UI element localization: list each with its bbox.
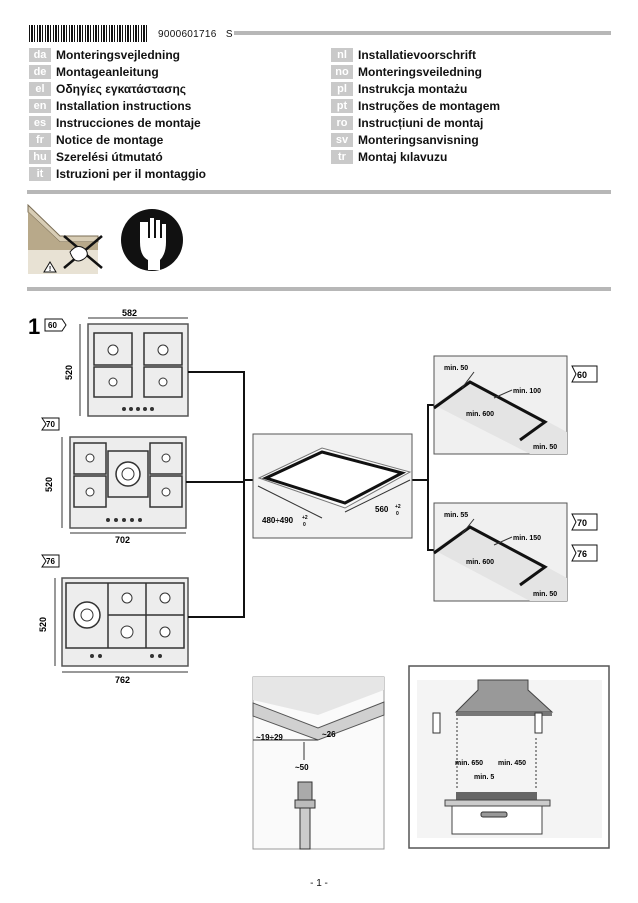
svg-text:70: 70 [577, 518, 588, 528]
size-tag-60 [45, 319, 66, 331]
gas-connection-detail [253, 677, 384, 849]
svg-text:min. 50: min. 50 [533, 591, 558, 598]
size-tag-60-right [572, 366, 597, 382]
dimension-width: 702 [115, 535, 131, 545]
size-tag-70-right [572, 514, 597, 530]
svg-text:60: 60 [48, 321, 57, 330]
language-title: Instrukcja montażu [358, 81, 468, 96]
language-title: Monteringsvejledning [56, 47, 181, 62]
language-title: Notice de montage [56, 132, 164, 147]
language-code: no [331, 65, 353, 79]
svg-text:+2: +2 [302, 515, 308, 521]
dimension-depth: 520 [44, 476, 54, 492]
cutout-width: 560 [375, 505, 389, 514]
language-title: Istruzioni per il montaggio [56, 166, 206, 181]
dimension-width: 762 [115, 675, 131, 685]
language-code: sv [331, 133, 353, 147]
svg-text:~26: ~26 [322, 730, 336, 739]
language-title: Installatievoorschrift [358, 47, 477, 62]
language-title: Instrucțiuni de montaj [358, 115, 484, 130]
hob-76cm [38, 578, 188, 685]
dimension-depth: 520 [38, 616, 48, 632]
svg-text:min. 50: min. 50 [444, 365, 469, 372]
language-title: Montageanleitung [56, 64, 159, 79]
svg-text:min. 450: min. 450 [498, 760, 527, 767]
size-tag-76-right [572, 545, 597, 561]
language-code: el [29, 82, 51, 96]
svg-text:!: ! [48, 266, 52, 273]
dimension-depth: 520 [64, 364, 74, 380]
language-code: ro [331, 116, 353, 130]
language-title: Monteringsanvisning [358, 132, 479, 147]
language-title: Szerelési útmutató [56, 149, 163, 164]
cutout-depth: 480÷490 [262, 516, 294, 525]
language-code: de [29, 65, 51, 79]
svg-text:min. 5: min. 5 [474, 774, 495, 781]
svg-text:~19÷29: ~19÷29 [256, 733, 283, 742]
language-code: pl [331, 82, 353, 96]
language-code: tr [331, 150, 353, 164]
svg-text:0: 0 [303, 522, 306, 528]
language-title: Installation instructions [56, 98, 192, 113]
hood-clearance-detail [409, 666, 609, 848]
language-code: en [29, 99, 51, 113]
svg-text:~50: ~50 [295, 763, 309, 772]
sharp-edge-warning-icon [28, 205, 102, 274]
svg-text:0: 0 [396, 511, 399, 517]
svg-text:min. 55: min. 55 [444, 512, 469, 519]
language-code: fr [29, 133, 51, 147]
language-code: it [29, 167, 51, 181]
language-title: Monteringsveiledning [358, 64, 483, 79]
hob-70cm [44, 437, 186, 545]
language-code: hu [29, 150, 51, 164]
page-number: - 1 - [310, 878, 328, 889]
language-title: Instrucciones de montaje [56, 115, 201, 130]
svg-text:76: 76 [46, 557, 55, 566]
dimension-width: 582 [122, 308, 138, 318]
document-number: 9000601716 S [158, 29, 233, 40]
svg-text:70: 70 [46, 420, 55, 429]
step-number: 1 [28, 314, 41, 339]
svg-text:min. 600: min. 600 [466, 411, 495, 418]
clearance-70-76cm [434, 503, 567, 601]
clearance-60cm [434, 356, 567, 454]
svg-text:min. 50: min. 50 [533, 444, 558, 451]
language-title: Instruções de montagem [358, 98, 501, 113]
language-code: da [29, 48, 51, 62]
language-code: pt [331, 99, 353, 113]
svg-text:76: 76 [577, 549, 588, 559]
svg-text:min. 650: min. 650 [455, 760, 484, 767]
svg-text:min. 600: min. 600 [466, 559, 495, 566]
size-tag-70 [42, 418, 59, 430]
language-code: es [29, 116, 51, 130]
size-tag-76 [42, 555, 59, 567]
language-title: Montaj kılavuzu [358, 149, 448, 164]
gloves-icon [121, 209, 183, 271]
svg-text:+2: +2 [395, 504, 401, 510]
language-title: Οδηγίες εγκατάστασης [56, 81, 187, 96]
hob-60cm [64, 308, 188, 416]
svg-text:min. 150: min. 150 [513, 535, 542, 542]
worktop-cutout [253, 434, 412, 538]
svg-text:60: 60 [577, 370, 588, 380]
language-code: nl [331, 48, 353, 62]
svg-text:min. 100: min. 100 [513, 388, 542, 395]
